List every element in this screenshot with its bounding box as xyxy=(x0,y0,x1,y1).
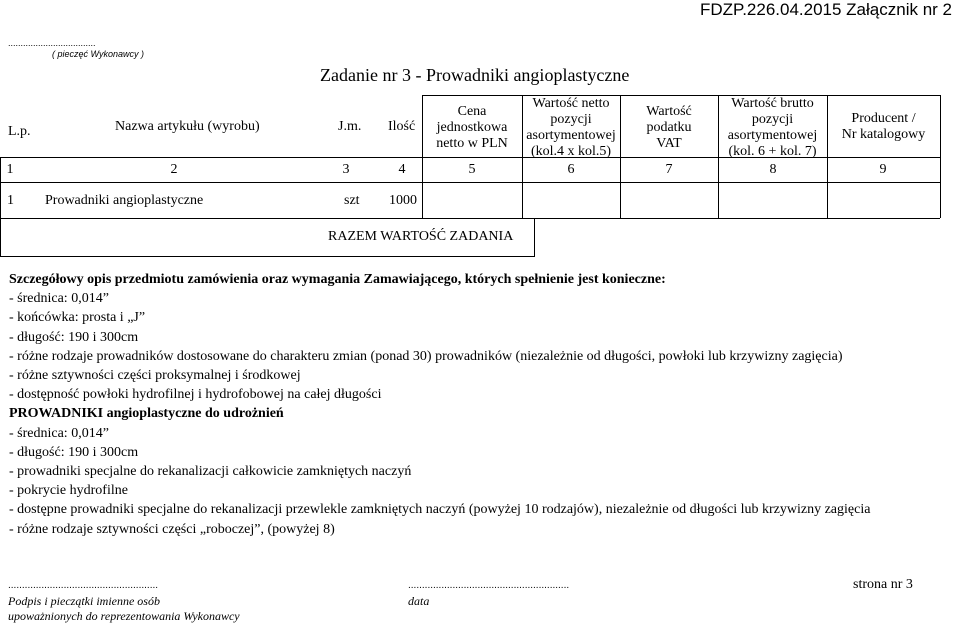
header-unit: J.m. xyxy=(338,119,362,134)
column-number: 6 xyxy=(567,162,575,177)
specification-description xyxy=(9,270,957,539)
spec-line: - dostępne prowadniki specjalne do rekanalizacji przewlekle zamkniętych naczyń (powyżej 10 rodzajów), niezależnie od długości lub krzywizny zagięcia xyxy=(9,502,871,518)
column-number: 7 xyxy=(665,162,673,177)
date-dots: .......................................................... xyxy=(408,580,570,591)
spec-subheading: PROWADNIKI angioplastyczne do udrożnień xyxy=(9,406,284,422)
header-vat: Wartość podatku VAT xyxy=(646,104,692,151)
page-number: strona nr 3 xyxy=(853,577,913,592)
stamp-label: ( pieczęć Wykonawcy ) xyxy=(52,49,145,59)
total-label: RAZEM WARTOŚĆ ZADANIA xyxy=(328,229,514,244)
spec-line: - prowadniki specjalne do rekanalizacji całkowicie zamkniętych naczyń xyxy=(9,464,412,480)
header-unit-price: Cena jednostkowa netto w PLN xyxy=(436,104,508,151)
spec-line: - różne rodzaje sztywności części „roboczej”, (powyżej 8) xyxy=(9,521,335,537)
spec-line: - różne sztywności części proksymalnej i środkowej xyxy=(9,368,301,384)
row-qty: 1000 xyxy=(389,193,417,208)
spec-line: - pokrycie hydrofilne xyxy=(9,483,128,499)
header-qty: Ilość xyxy=(388,119,416,134)
spec-line: - długość: 190 i 300cm xyxy=(9,444,139,460)
row-unit: szt xyxy=(344,193,360,208)
signature-label: upoważnionych do reprezentowania Wykonawcy xyxy=(8,609,240,623)
date-label: data xyxy=(408,594,430,608)
header-net-value: Wartość netto pozycji asortymentowej (kol.4 x kol.5) xyxy=(526,96,616,159)
row-name: Prowadniki angioplastyczne xyxy=(45,193,204,208)
spec-line: - średnica: 0,014” xyxy=(9,291,109,307)
header-producer: Producent / Nr katalogowy xyxy=(841,111,926,142)
column-number: 5 xyxy=(468,162,476,177)
column-number: 1 xyxy=(6,162,14,177)
spec-line: - różne rodzaje prowadników dostosowane do charakteru zmian (ponad 30) prowadników (niezależnie od długości, powłoki lub krzywizny zagięcia) xyxy=(9,348,843,364)
spec-line: - długość: 190 i 300cm xyxy=(9,329,139,345)
task-title: Zadanie nr 3 - Prowadniki angioplastyczne xyxy=(320,65,630,85)
stamp-dots: ................................... xyxy=(8,38,96,48)
spec-heading: Szczegółowy opis przedmiotu zamówienia oraz wymagania Zamawiającego, których spełnienie jest konieczne: xyxy=(9,272,666,287)
column-number: 2 xyxy=(170,162,178,177)
signature-dots: ...................................................... xyxy=(8,580,159,591)
column-number: 8 xyxy=(769,162,777,177)
spec-line: - dostępność powłoki hydrofilnej i hydrofobowej na całej długości xyxy=(9,387,382,403)
header-gross-value: Wartość brutto pozycji asortymentowej (kol. 6 + kol. 7) xyxy=(727,96,818,159)
spec-line: - końcówka: prosta i „J” xyxy=(9,310,146,326)
document-reference: FDZP.226.04.2015 Załącznik nr 2 xyxy=(700,0,952,19)
header-lp: L.p. xyxy=(8,124,31,139)
spec-line: - średnica: 0,014” xyxy=(9,425,109,441)
signature-label: Podpis i pieczątki imienne osób xyxy=(8,594,160,608)
column-number: 9 xyxy=(879,162,887,177)
row-lp: 1 xyxy=(7,193,14,208)
header-name: Nazwa artykułu (wyrobu) xyxy=(115,119,260,134)
column-number: 4 xyxy=(398,162,406,177)
column-number: 3 xyxy=(342,162,350,177)
